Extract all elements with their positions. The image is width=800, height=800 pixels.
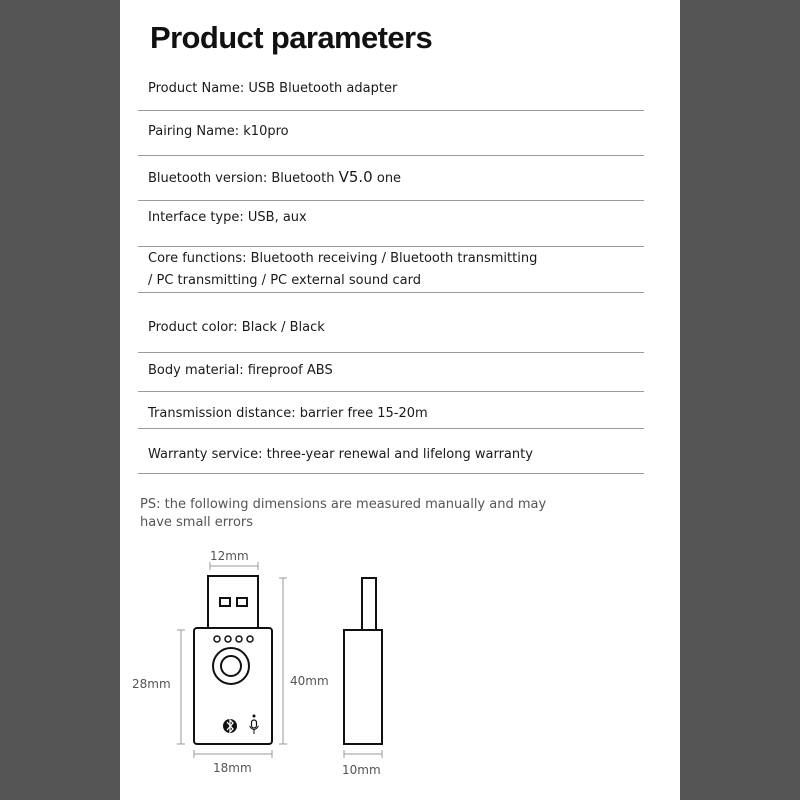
param-transmission-distance: Transmission distance: barrier free 15-20m [148, 406, 428, 421]
param-row-product-color [138, 293, 644, 353]
param-row-product-name [138, 70, 644, 111]
measurement-note [140, 496, 580, 532]
param-row-bluetooth-version [138, 156, 644, 201]
page-title: Product parameters [150, 20, 433, 55]
usb-connector-icon [208, 576, 258, 628]
measurement-note-line-2: have small errors [140, 515, 254, 530]
param-row-transmission-distance [138, 392, 644, 429]
core-functions-line-2: / PC transmitting / PC external sound card [148, 273, 421, 288]
param-core-functions [148, 248, 537, 292]
right-border-panel [680, 0, 800, 800]
spec-sheet [120, 0, 680, 800]
param-interface-type: Interface type: USB, aux [148, 210, 307, 225]
param-bluetooth-version [148, 166, 401, 190]
param-row-core-functions [138, 247, 644, 293]
param-pairing-name: Pairing Name: k10pro [148, 124, 289, 139]
left-border-panel [0, 0, 120, 800]
dim-label-thickness: 10mm [342, 763, 381, 777]
param-product-name: Product Name: USB Bluetooth adapter [148, 81, 398, 96]
core-functions-line-1: Core functions: Bluetooth receiving / Bluetooth transmitting [148, 251, 538, 266]
dim-label-body-height: 28mm [132, 677, 171, 691]
control-knob-icon [213, 648, 249, 684]
bluetooth-version-prefix: Bluetooth version: Bluetooth [148, 171, 339, 186]
param-warranty-service: Warranty service: three-year renewal and lifelong warranty [148, 447, 533, 462]
dim-label-total-height: 40mm [290, 674, 329, 688]
bluetooth-version-suffix: one [372, 171, 402, 186]
dim-label-width-bottom: 18mm [213, 761, 252, 775]
bluetooth-version-number: V5.0 [338, 168, 373, 186]
param-row-interface-type [138, 201, 644, 247]
usb-connector-side [362, 578, 376, 630]
param-product-color: Product color: Black / Black [148, 320, 325, 335]
dim-label-width-top: 12mm [210, 549, 249, 563]
param-row-pairing-name [138, 111, 644, 156]
measurement-note-line-1: PS: the following dimensions are measured manually and may [140, 497, 547, 512]
adapter-body-side [344, 630, 382, 744]
bluetooth-icon [223, 719, 237, 733]
param-row-body-material [138, 353, 644, 392]
dimension-diagram [120, 540, 680, 800]
param-row-warranty-service [138, 429, 644, 474]
param-body-material: Body material: fireproof ABS [148, 363, 333, 378]
